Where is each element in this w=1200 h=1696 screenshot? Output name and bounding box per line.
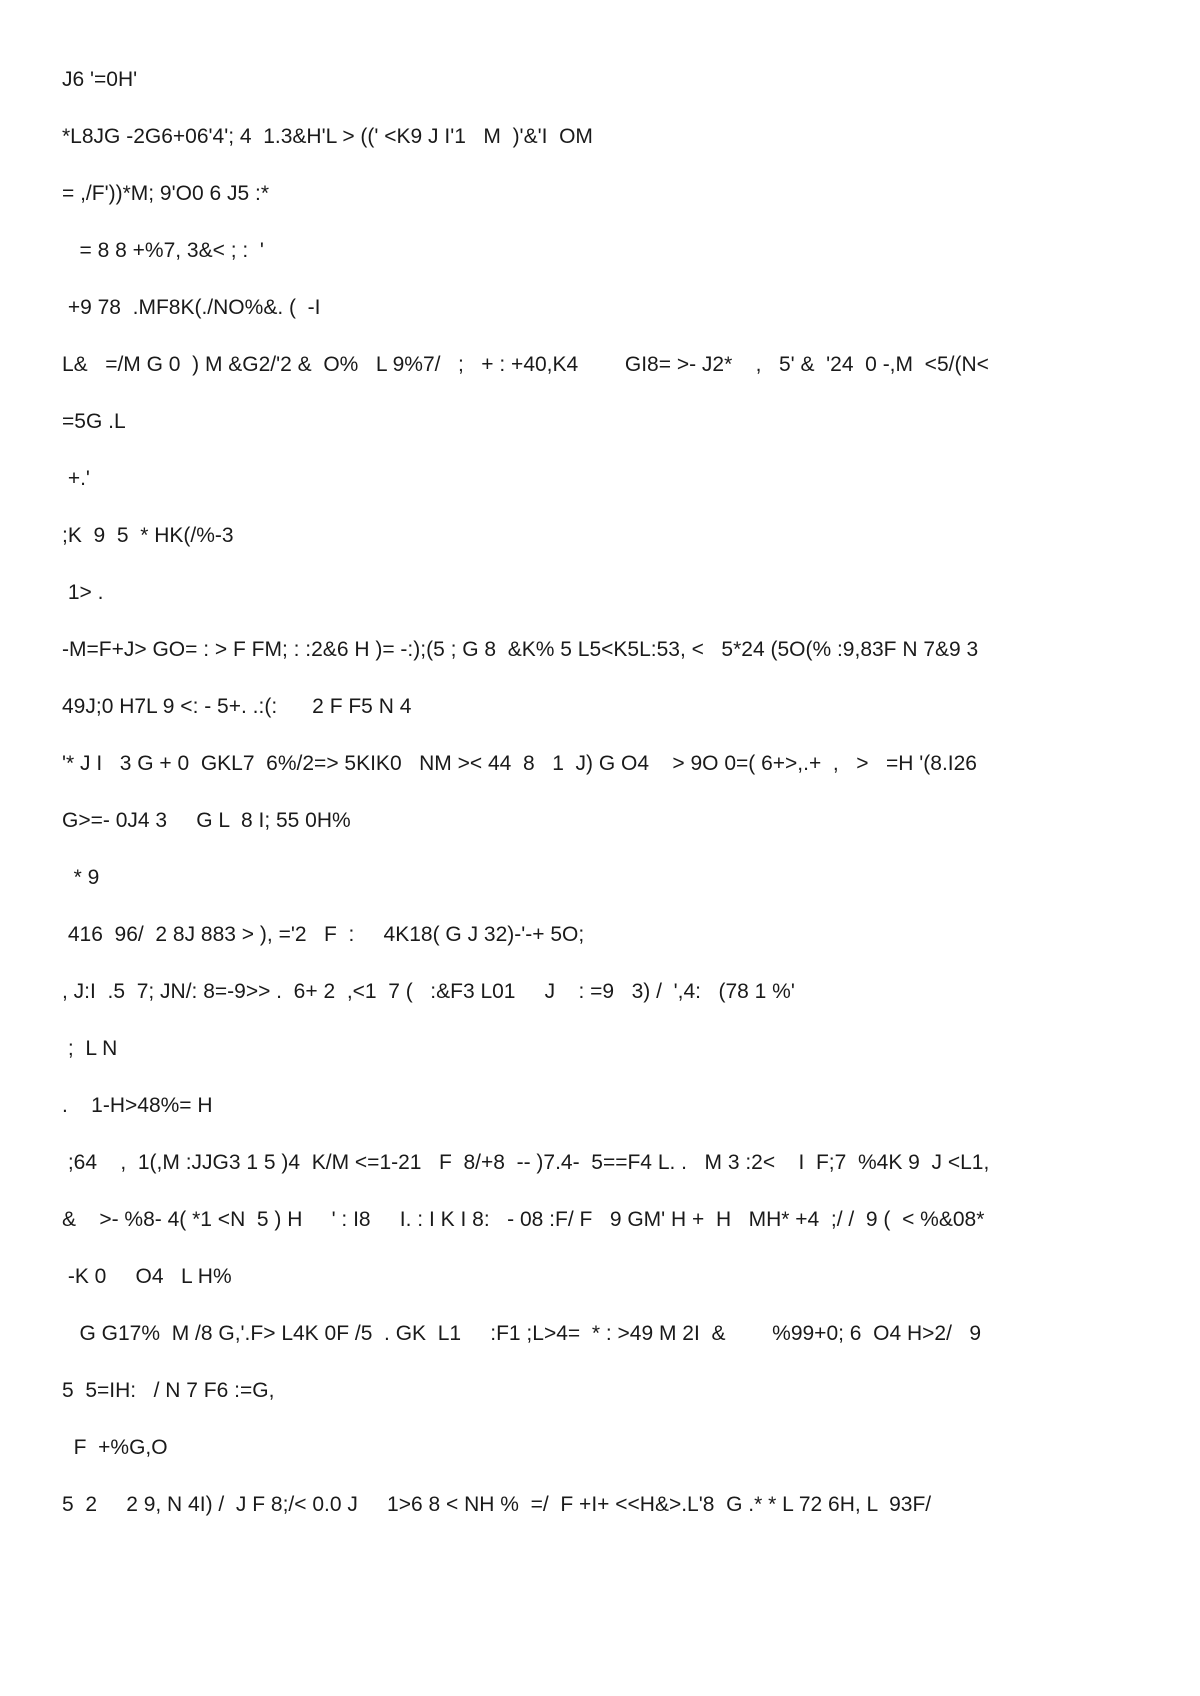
- text-line: * 9: [62, 866, 100, 889]
- text-line: 416 96/ 2 8J 883 > ), ='2 F : 4K18( G J 32)-'-+ 5O;: [62, 923, 585, 946]
- text-line: -K 0 O4 L H%: [62, 1265, 232, 1288]
- text-line: G>=- 0J4 3 G L 8 I; 55 0H%: [62, 809, 351, 832]
- text-line: ;64 , 1(,M :JJG3 1 5 )4 K/M <=1-21 F 8/+8 -- )7.4- 5==F4 L. . M 3 :2< I F;7 %4K 9 J <L1,: [62, 1151, 990, 1174]
- text-line: . 1-H>48%= H: [62, 1094, 213, 1117]
- text-line: ;K 9 5 * HK(/%-3: [62, 524, 234, 547]
- text-line: 49J;0 H7L 9 <: - 5+. .:(: 2 F F5 N 4: [62, 695, 412, 718]
- text-line: =5G .L: [62, 410, 126, 433]
- text-line: J6 '=0H': [62, 68, 138, 91]
- text-line: = 8 8 +%7, 3&< ; : ': [62, 239, 264, 262]
- text-line: *L8JG -2G6+06'4'; 4 1.3&H'L > ((' <K9 J I'1 M )'&'I OM: [62, 125, 593, 148]
- document-text-block: [62, 66, 1152, 1548]
- text-line: = ,/F'))*M; 9'O0 6 J5 :*: [62, 182, 269, 205]
- text-line: 1> .: [62, 581, 104, 604]
- text-line: 5 5=IH: / N 7 F6 :=G,: [62, 1379, 275, 1402]
- text-line: , J:I .5 7; JN/: 8=-9>> . 6+ 2 ,<1 7 ( :&F3 L01 J : =9 3) / ',4: (78 1 %': [62, 980, 795, 1003]
- text-line: ; L N: [62, 1037, 118, 1060]
- text-line: F +%G,O: [62, 1436, 168, 1459]
- text-line: 5 2 2 9, N 4I) / J F 8;/< 0.0 J 1>6 8 < NH % =/ F +I+ <<H&>.L'8 G .* * L 72 6H, L 93F/: [62, 1493, 932, 1516]
- text-line: -M=F+J> GO= : > F FM; : :2&6 H )= -:);(5 ; G 8 &K% 5 L5<K5L:53, < 5*24 (5O(% :9,83F N 7&9 3: [62, 638, 979, 661]
- text-line: L& =/M G 0 ) M &G2/'2 & O% L 9%7/ ; + : +40,K4 GI8= >- J2* , 5' & '24 0 -,M <5/(N<: [62, 353, 989, 376]
- text-line: G G17% M /8 G,'.F> L4K 0F /5 . GK L1 :F1 ;L>4= * : >49 M 2I & %99+0; 6 O4 H>2/ 9: [62, 1322, 982, 1345]
- text-line: & >- %8- 4( *1 <N 5 ) H ' : I8 I. : I K I 8: - 08 :F/ F 9 GM' H + H MH* +4 ;/ / 9 ( < %&08*: [62, 1208, 985, 1231]
- text-line: +9 78 .MF8K(./NO%&. ( -I: [62, 296, 321, 319]
- text-line: +.': [62, 467, 90, 490]
- text-line: '* J I 3 G + 0 GKL7 6%/2=> 5KIK0 NM >< 44 8 1 J) G O4 > 9O 0=( 6+>,.+ , > =H '(8.I26: [62, 752, 977, 775]
